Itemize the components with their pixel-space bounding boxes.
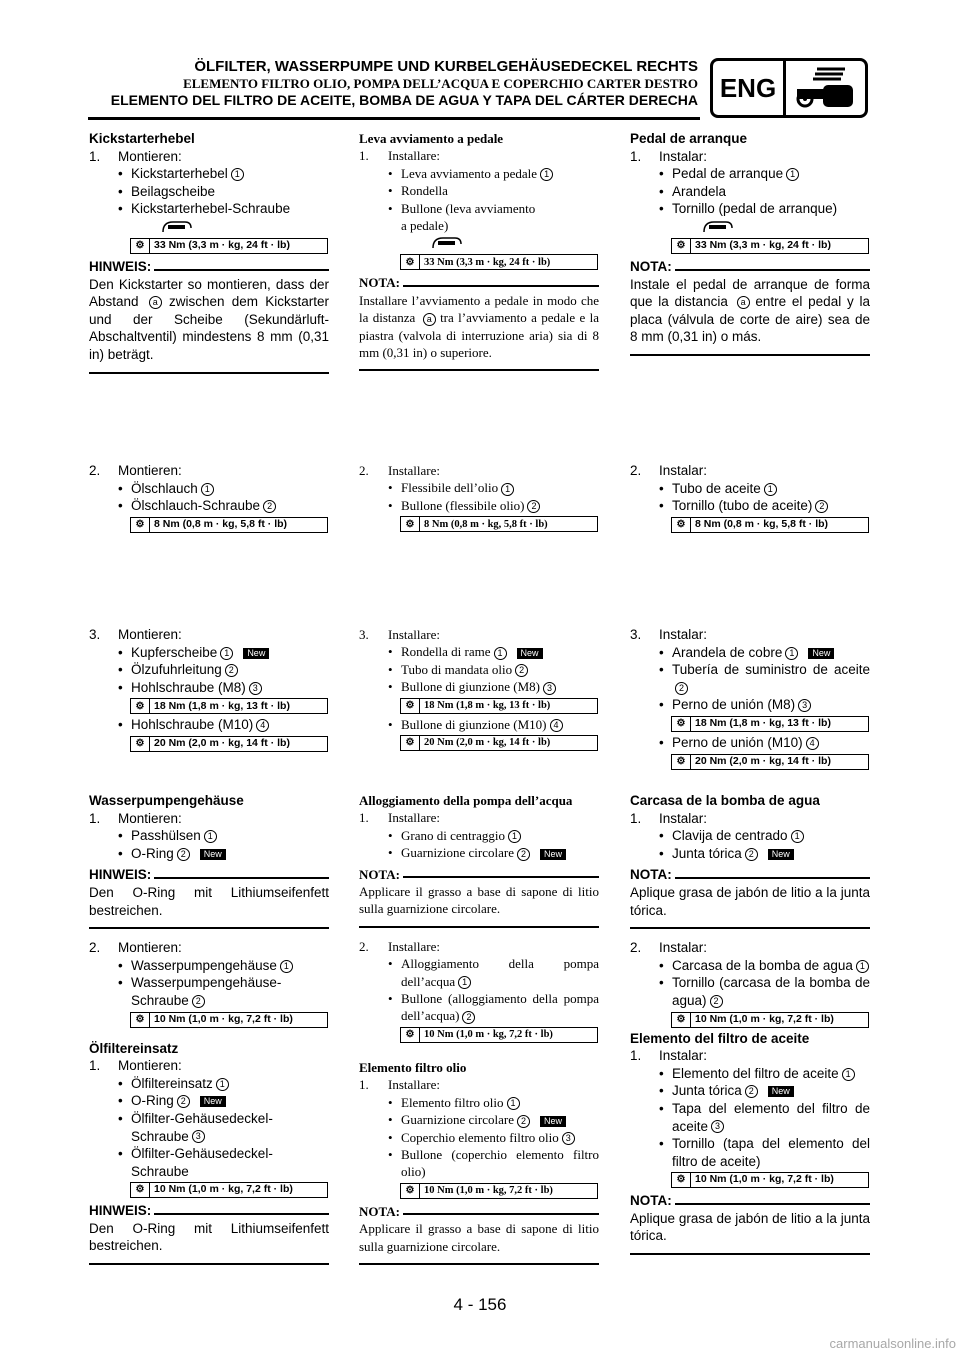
torque-spec: ⚙ 8 Nm (0,8 m · kg, 5,8 ft · lb) (130, 517, 328, 533)
note-text: Installare l’avviamento a pedale in modo che la distanza a tra l’avviamento a pedale e la piastra (valvola di interruzione aria) sia di 8 mm (0,31 in) o superiore. (359, 292, 599, 361)
note-heading: NOTA: (359, 274, 599, 291)
list-item: • Bullone (leva avviamento a pedale) (388, 200, 536, 234)
step-item: 1. Instalar: (630, 148, 708, 164)
step-item: 1. Installare: (359, 1077, 440, 1093)
list-item: • Kupferscheibe 1 New (89, 644, 329, 662)
note-rule (630, 354, 870, 356)
note-rule (630, 1253, 870, 1255)
wrench-icon: ⚙ (401, 517, 420, 531)
torque-spec: ⚙ 8 Nm (0,8 m · kg, 5,8 ft · lb) (671, 517, 869, 533)
new-part-badge: New (243, 648, 269, 659)
callout-1: 1 (231, 168, 244, 181)
step-item: 1. Instalar: (630, 1048, 708, 1064)
step-item: 1. Montieren: (89, 148, 182, 164)
torque-spec: ⚙ 20 Nm (2,0 m · kg, 14 ft · lb) (671, 754, 869, 770)
list-item: • Tapa del elemento del filtro de aceite 3 (659, 1100, 870, 1134)
kickstarter-section (359, 130, 599, 371)
list-item: • Ölschlauch 1 (89, 480, 329, 498)
torque-spec: ⚙ 10 Nm (1,0 m · kg, 7,2 ft · lb) (130, 1182, 328, 1198)
wrench-icon: ⚙ (401, 1184, 420, 1198)
torque-spec: ⚙ 20 Nm (2,0 m · kg, 14 ft · lb) (130, 736, 328, 752)
torque-spec: ⚙ 33 Nm (3,3 m · kg, 24 ft · lb) (400, 254, 598, 270)
list-item: • Bullone (coperchio elemento filtro olio) (388, 1146, 599, 1180)
list-item: • Passhülsen 1 (89, 827, 329, 845)
callout-a: a (149, 296, 162, 309)
note-text: Den Kickstarter so montieren, dass der Abstand a zwischen dem Kickstarter und der Scheibe (Sekundärluft-Abschaltventil) mindestens 8 mm (0,31 in) beträgt. (89, 276, 329, 362)
list-item: • Ölfilter-Gehäusedeckel-Schraube (118, 1146, 273, 1179)
wrench-icon: ⚙ (131, 518, 150, 532)
page-header (70, 58, 698, 109)
header-rule (88, 117, 700, 120)
wrench-icon: ⚙ (131, 239, 150, 253)
list-item: • Leva avviamento a pedale 1 (359, 165, 599, 182)
wrench-icon: ⚙ (401, 255, 420, 269)
section-heading: Alloggiamento della pompa dell’acqua (359, 793, 573, 808)
list-item: • Bullone (alloggiamento della pompa dell’acqua) 2 (388, 991, 599, 1024)
note-text: Applicare il grasso a base di sapone di litio sulla guarnizione circolare. (359, 884, 599, 917)
wrench-icon: ⚙ (401, 1028, 420, 1042)
torque-spec: ⚙ 10 Nm (1,0 m · kg, 7,2 ft · lb) (671, 1172, 869, 1188)
step-item: 2. Montieren: (89, 940, 182, 956)
list-item: • Grano di centraggio 1 (359, 827, 599, 844)
engine-icon (786, 61, 865, 115)
note-heading: HINWEIS: (89, 1202, 329, 1220)
step-item: 1. Montieren: (89, 1058, 182, 1074)
list-item: • Kickstarterhebel 1 (89, 165, 329, 183)
header-title-it: ELEMENTO FILTRO OLIO, POMPA DELL’ACQUA E COPERCHIO CARTER DESTRO (183, 76, 698, 91)
wrench-icon: ⚙ (672, 239, 691, 253)
list-item: • Flessibile dell’olio 1 (359, 479, 599, 496)
oil-hose-section (359, 462, 599, 534)
step-item: 1. Installare: (359, 148, 440, 164)
note-heading: HINWEIS: (89, 258, 329, 276)
locktite-icon (429, 234, 599, 252)
oil-delivery-section (630, 626, 870, 772)
torque-spec: ⚙ 10 Nm (1,0 m · kg, 7,2 ft · lb) (671, 1012, 869, 1028)
torque-spec: ⚙ 18 Nm (1,8 m · kg, 13 ft · lb) (671, 716, 869, 732)
step-item: 3. Installare: (359, 627, 440, 642)
list-item: • Ölfilter-Gehäusedeckel-Schraube 3 (118, 1110, 273, 1144)
list-item: • Tornillo (carcasa de la bomba de agua) 2 (659, 975, 870, 1008)
torque-spec: ⚙ 8 Nm (0,8 m · kg, 5,8 ft · lb) (400, 516, 598, 532)
watermark: carmanualsonline.info (829, 1336, 956, 1351)
list-item: • Pedal de arranque 1 (630, 165, 870, 183)
list-item: • Clavija de centrado 1 (630, 827, 870, 845)
locktite-icon (700, 218, 870, 236)
note-text: Instale el pedal de arranque de forma que la distancia a entre el pedal y la placa (válvula de corte de aire) sea de 8 mm (0,31 in) o más. (630, 276, 870, 345)
note-heading: NOTA: (630, 1192, 870, 1210)
note-rule (359, 1263, 599, 1265)
step-item: 2. Instalar: (630, 463, 708, 478)
list-item: • Tornillo (tapa del elemento del filtro de aceite) (659, 1136, 870, 1169)
list-item: • O-Ring 2 New (89, 1092, 329, 1110)
section-heading: Pedal de arranque (630, 131, 748, 146)
wrench-icon: ⚙ (401, 699, 420, 713)
engine-section-badge (710, 58, 868, 118)
list-item: • Ölschlauch-Schraube 2 (89, 497, 329, 515)
list-item: • Guarnizione circolare 2 New (359, 844, 599, 861)
wrench-icon: ⚙ (131, 1183, 150, 1197)
torque-spec: ⚙ 10 Nm (1,0 m · kg, 7,2 ft · lb) (130, 1012, 328, 1028)
list-item: • Tornillo (pedal de arranque) (659, 201, 838, 217)
list-item: • Coperchio elemento filtro olio 3 (359, 1129, 599, 1146)
list-item: • Rondella di rame 1 New (359, 643, 599, 660)
list-item: • Tubería de suministro de aceite2 (659, 662, 870, 693)
step-item: 1. Installare: (359, 810, 440, 826)
list-item: • Tubo de aceite 1 (630, 480, 870, 498)
list-item: • Arandela de cobre 1 New (630, 644, 870, 662)
oil-hose-section (89, 462, 329, 535)
note-rule (89, 1263, 329, 1265)
note-text: Den O-Ring mit Lithiumseifenfett bestreichen. (89, 884, 329, 918)
section-heading: Elemento filtro olio (359, 1059, 467, 1075)
section-heading: Ölfiltereinsatz (89, 1040, 179, 1056)
torque-spec: ⚙ 10 Nm (1,0 m · kg, 7,2 ft · lb) (400, 1027, 598, 1043)
note-heading: NOTA: (630, 866, 870, 884)
note-heading: NOTA: (359, 866, 599, 883)
list-item: • Beilagscheibe (118, 183, 216, 199)
section-heading: Wasserpumpengehäuse (89, 793, 244, 808)
note-text: Aplique grasa de jabón de litio a la junta tórica. (630, 884, 870, 918)
note-heading: NOTA: (359, 1203, 599, 1220)
section-heading: Elemento del filtro de aceite (630, 1030, 810, 1046)
oil-hose-section (630, 462, 870, 535)
wrench-icon: ⚙ (672, 1173, 691, 1187)
wrench-icon: ⚙ (131, 1013, 150, 1027)
list-item: • Kickstarterhebel-Schraube (118, 201, 291, 217)
list-item: • Elemento filtro olio 1 (359, 1094, 599, 1111)
note-heading: HINWEIS: (89, 866, 329, 884)
section-heading: Leva avviamento a pedale (359, 131, 504, 146)
water-pump-section (359, 792, 599, 1265)
list-item: • Hohlschraube (M8) 3 (89, 679, 329, 697)
list-item: • Ölfiltereinsatz 1 (89, 1075, 329, 1093)
oil-delivery-section (359, 626, 599, 753)
header-title-de: ÖLFILTER, WASSERPUMPE UND KURBELGEHÄUSEDECKEL RECHTS (194, 58, 698, 75)
wrench-icon: ⚙ (672, 518, 691, 532)
note-rule (89, 372, 329, 374)
torque-spec: ⚙ 33 Nm (3,3 m · kg, 24 ft · lb) (671, 238, 869, 254)
list-item: • Bullone di giunzione (M8) 3 (359, 678, 599, 695)
oil-delivery-section (89, 626, 329, 754)
list-item: • Hohlschraube (M10) 4 (89, 716, 329, 734)
list-item: • Junta tórica 2 New (630, 1082, 870, 1100)
header-title-es: ELEMENTO DEL FILTRO DE ACEITE, BOMBA DE AGUA Y TAPA DEL CÁRTER DERECHA (110, 92, 698, 108)
water-pump-section (89, 792, 329, 1265)
list-item: • Wasserpumpengehäuse-Schraube 2 (118, 975, 282, 1008)
wrench-icon: ⚙ (672, 1013, 691, 1027)
torque-spec: ⚙ 18 Nm (1,8 m · kg, 13 ft · lb) (130, 698, 328, 714)
list-item: • Perno de unión (M10) 4 (630, 734, 870, 752)
kickstarter-section (630, 130, 870, 356)
step-item: 3. Montieren: (89, 627, 182, 642)
list-item: • Tornillo (tubo de aceite) 2 (630, 497, 870, 515)
note-rule (359, 369, 599, 371)
step-item: 3. Instalar: (630, 627, 708, 642)
torque-spec: ⚙ 20 Nm (2,0 m · kg, 14 ft · lb) (400, 735, 598, 751)
list-item: • Elemento del filtro de aceite 1 (630, 1065, 870, 1083)
kickstarter-section (89, 130, 329, 374)
list-item: • Junta tórica 2 New (630, 845, 870, 863)
list-item: • Ölzufuhrleitung 2 (89, 661, 329, 679)
list-item: • Guarnizione circolare 2 New (359, 1111, 599, 1128)
step-item: 2. Installare: (359, 463, 440, 478)
wrench-icon: ⚙ (131, 699, 150, 713)
list-item: • Arandela (659, 183, 727, 199)
list-item: • O-Ring 2 New (89, 845, 329, 863)
wrench-icon: ⚙ (672, 755, 691, 769)
step-item: 1. Montieren: (89, 810, 182, 826)
list-item: • Bullone (flessibile olio) 2 (359, 497, 599, 514)
list-item: • Carcasa de la bomba de agua 1 (630, 957, 870, 975)
wrench-icon: ⚙ (672, 717, 691, 731)
list-item: • Wasserpumpengehäuse 1 (89, 957, 329, 975)
step-item: 1. Instalar: (630, 810, 708, 826)
torque-spec: ⚙ 10 Nm (1,0 m · kg, 7,2 ft · lb) (400, 1183, 598, 1199)
note-text: Den O-Ring mit Lithiumseifenfett bestreichen. (89, 1220, 329, 1254)
list-item: • Rondella (388, 183, 448, 199)
list-item: • Bullone di giunzione (M10) 4 (359, 716, 599, 733)
note-text: Applicare il grasso a base di sapone di litio sulla guarnizione circolare. (359, 1221, 599, 1254)
wrench-icon: ⚙ (401, 736, 420, 750)
list-item: • Perno de unión (M8) 3 (630, 696, 870, 714)
note-heading: NOTA: (630, 258, 870, 276)
step-item: 2. Montieren: (89, 463, 182, 478)
lang-badge: ENG (713, 61, 786, 115)
list-item: • Tubo di mandata olio 2 (359, 661, 599, 678)
list-item: • Alloggiamento della pompa dell’acqua 1 (388, 956, 599, 989)
locktite-icon (159, 218, 329, 236)
wrench-icon: ⚙ (131, 737, 150, 751)
section-heading: Carcasa de la bomba de agua (630, 793, 820, 808)
section-heading: Kickstarterhebel (89, 131, 195, 146)
note-text: Aplique grasa de jabón de litio a la junta tórica. (630, 1210, 870, 1244)
water-pump-section (630, 792, 870, 1255)
page-number: 4 - 156 (453, 1295, 507, 1314)
torque-spec: ⚙ 33 Nm (3,3 m · kg, 24 ft · lb) (130, 238, 328, 254)
step-item: 2. Installare: (359, 938, 440, 954)
torque-spec: ⚙ 18 Nm (1,8 m · kg, 13 ft · lb) (400, 698, 598, 714)
step-item: 2. Instalar: (630, 940, 708, 956)
